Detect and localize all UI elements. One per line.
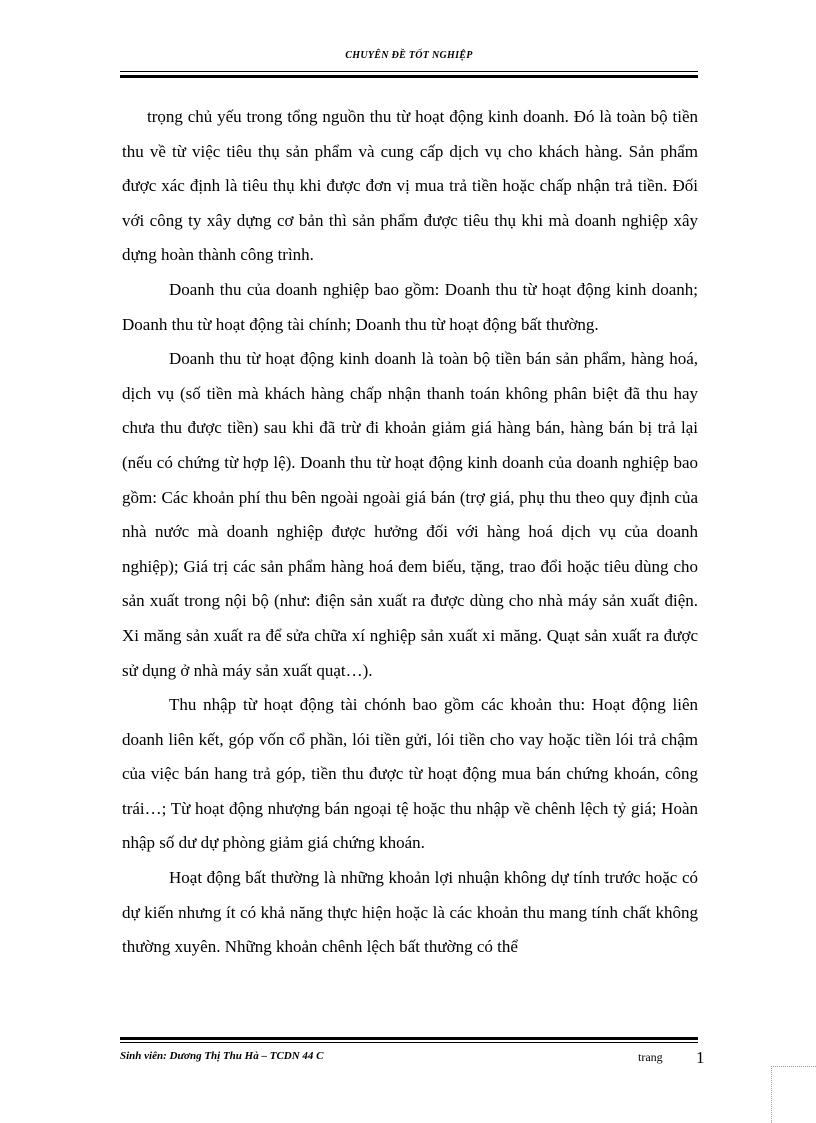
header-rule-thick: [120, 75, 698, 78]
footer-page-label: trang: [638, 1050, 663, 1064]
margin-guide-horizontal: [771, 1066, 816, 1067]
footer-author: Sinh viên: Dương Thị Thu Hà – TCDN 44 C: [120, 1050, 324, 1062]
footer-rule-thin: [120, 1042, 698, 1043]
paragraph-2: Doanh thu của doanh nghiệp bao gồm: Doanh thu từ hoạt động kinh doanh; Doanh thu từ hoạt động tài chính; Doanh thu từ hoạt động bất thường.: [122, 279, 698, 334]
margin-guide-vertical: [771, 1066, 772, 1123]
document-body: [122, 100, 698, 965]
paragraph-5: Hoạt động bất thường là những khoản lợi nhuận không dự tính trước hoặc có dự kiến nhưng ít có khả năng thực hiện hoặc là các khoản thu mang tính chất không thường xuyên. Những khoản chênh lệch bất thường có thể: [122, 868, 698, 957]
paragraph-3: Doanh thu từ hoạt động kinh doanh là toàn bộ tiền bán sản phẩm, hàng hoá, dịch vụ (số tiền mà khách hàng chấp nhận thanh toán không phân biệt đã thu hay chưa thu được tiền) sau khi đã trừ đi khoản giảm giá hàng bán, hàng bán bị trả lại (nếu có chứng từ hợp lệ). Doanh thu từ hoạt động kinh doanh của doanh nghiệp bao gồm: Các khoản phí thu bên ngoài ngoài giá bán (trợ giá, phụ thu theo quy định của nhà nước mà doanh nghiệp được hưởng đối với hàng hoá dịch vụ của doanh nghiệp); Giá trị các sản phẩm hàng hoá đem biếu, tặng, trao đổi hoặc tiêu dùng cho sản xuất trong nội bộ (như: điện sản xuất ra được dùng cho nhà máy sản xuất điện. Xi măng sản xuất ra để sửa chữa xí nghiệp sản xuất xi măng. Quạt sản xuất ra được sử dụng ở nhà máy sản xuất quạt…).: [122, 349, 698, 680]
paragraph-4: Thu nhập từ hoạt động tài chónh bao gồm các khoản thu: Hoạt động liên doanh liên kết, góp vốn cổ phần, lói tiền gửi, lói tiền cho vay hoặc tiền lói trả chậm của việc bán hang trả góp, tiền thu được từ hoạt động mua bán chứng khoán, công trái…; Từ hoạt động nhượng bán ngoại tệ hoặc thu nhập về chênh lệch tỷ giá; Hoàn nhập số dư dự phòng giảm giá chứng khoán.: [122, 695, 698, 853]
paragraph-1: trọng chủ yếu trong tổng nguồn thu từ hoạt động kinh doanh. Đó là toàn bộ tiền thu về từ việc tiêu thụ sản phẩm và cung cấp dịch vụ cho khách hàng. Sản phẩm được xác định là tiêu thụ khi được đơn vị mua trả tiền hoặc chấp nhận trả tiền. Đối với công ty xây dựng cơ bản thì sản phẩm được tiêu thụ khi mà doanh nghiệp xây dựng hoàn thành công trình.: [122, 107, 698, 265]
header-rule-thin: [120, 71, 698, 72]
page-header-title: CHUYÊN ĐỀ TỐT NGHIỆP: [345, 50, 473, 61]
footer-page-number: 1: [696, 1048, 705, 1067]
footer-rule-thick: [120, 1037, 698, 1040]
